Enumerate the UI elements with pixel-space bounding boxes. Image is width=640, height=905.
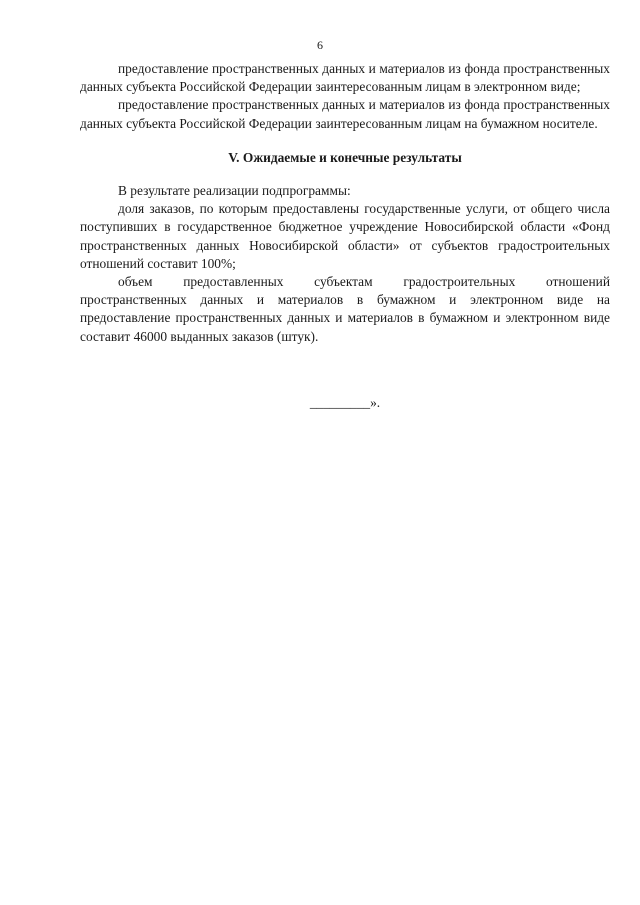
spacer [80,167,610,182]
paragraph-electronic-provision: предоставление пространственных данных и материалов из фонда пространственных данных субъекта Российской Федерации заинтересованным лицам в электронном виде; [80,61,610,95]
paragraph-paper-provision: предоставление пространственных данных и материалов из фонда пространственных данных субъекта Российской Федерации заинтересованным лицам на бумажном носителе. [80,97,610,131]
paragraph-results-intro: В результате реализации подпрограммы: [118,183,351,199]
page-number: 6 [317,38,323,52]
spacer [80,133,610,149]
paragraph-orders-volume: объем предоставленных субъектам градостроительных отношений пространственных данных и материалов в бумажном и электронном виде на предоставление пространственных данных и материалов в бумажном и электронном виде составит 46000 выданных заказов (штук). [80,274,610,344]
document-body [80,60,610,412]
paragraph-orders-share: доля заказов, по которым предоставлены государственные услуги, от общего числа поступивших в государственное бюджетное учреждение Новосибирской области «Фонд пространственных данных Новосибирской области» от субъектов градостроительных отношений составит 100%; [80,201,610,271]
closing-mark: _________». [309,394,381,410]
spacer [80,346,610,394]
section-heading: V. Ожидаемые и конечные результаты [228,149,462,165]
